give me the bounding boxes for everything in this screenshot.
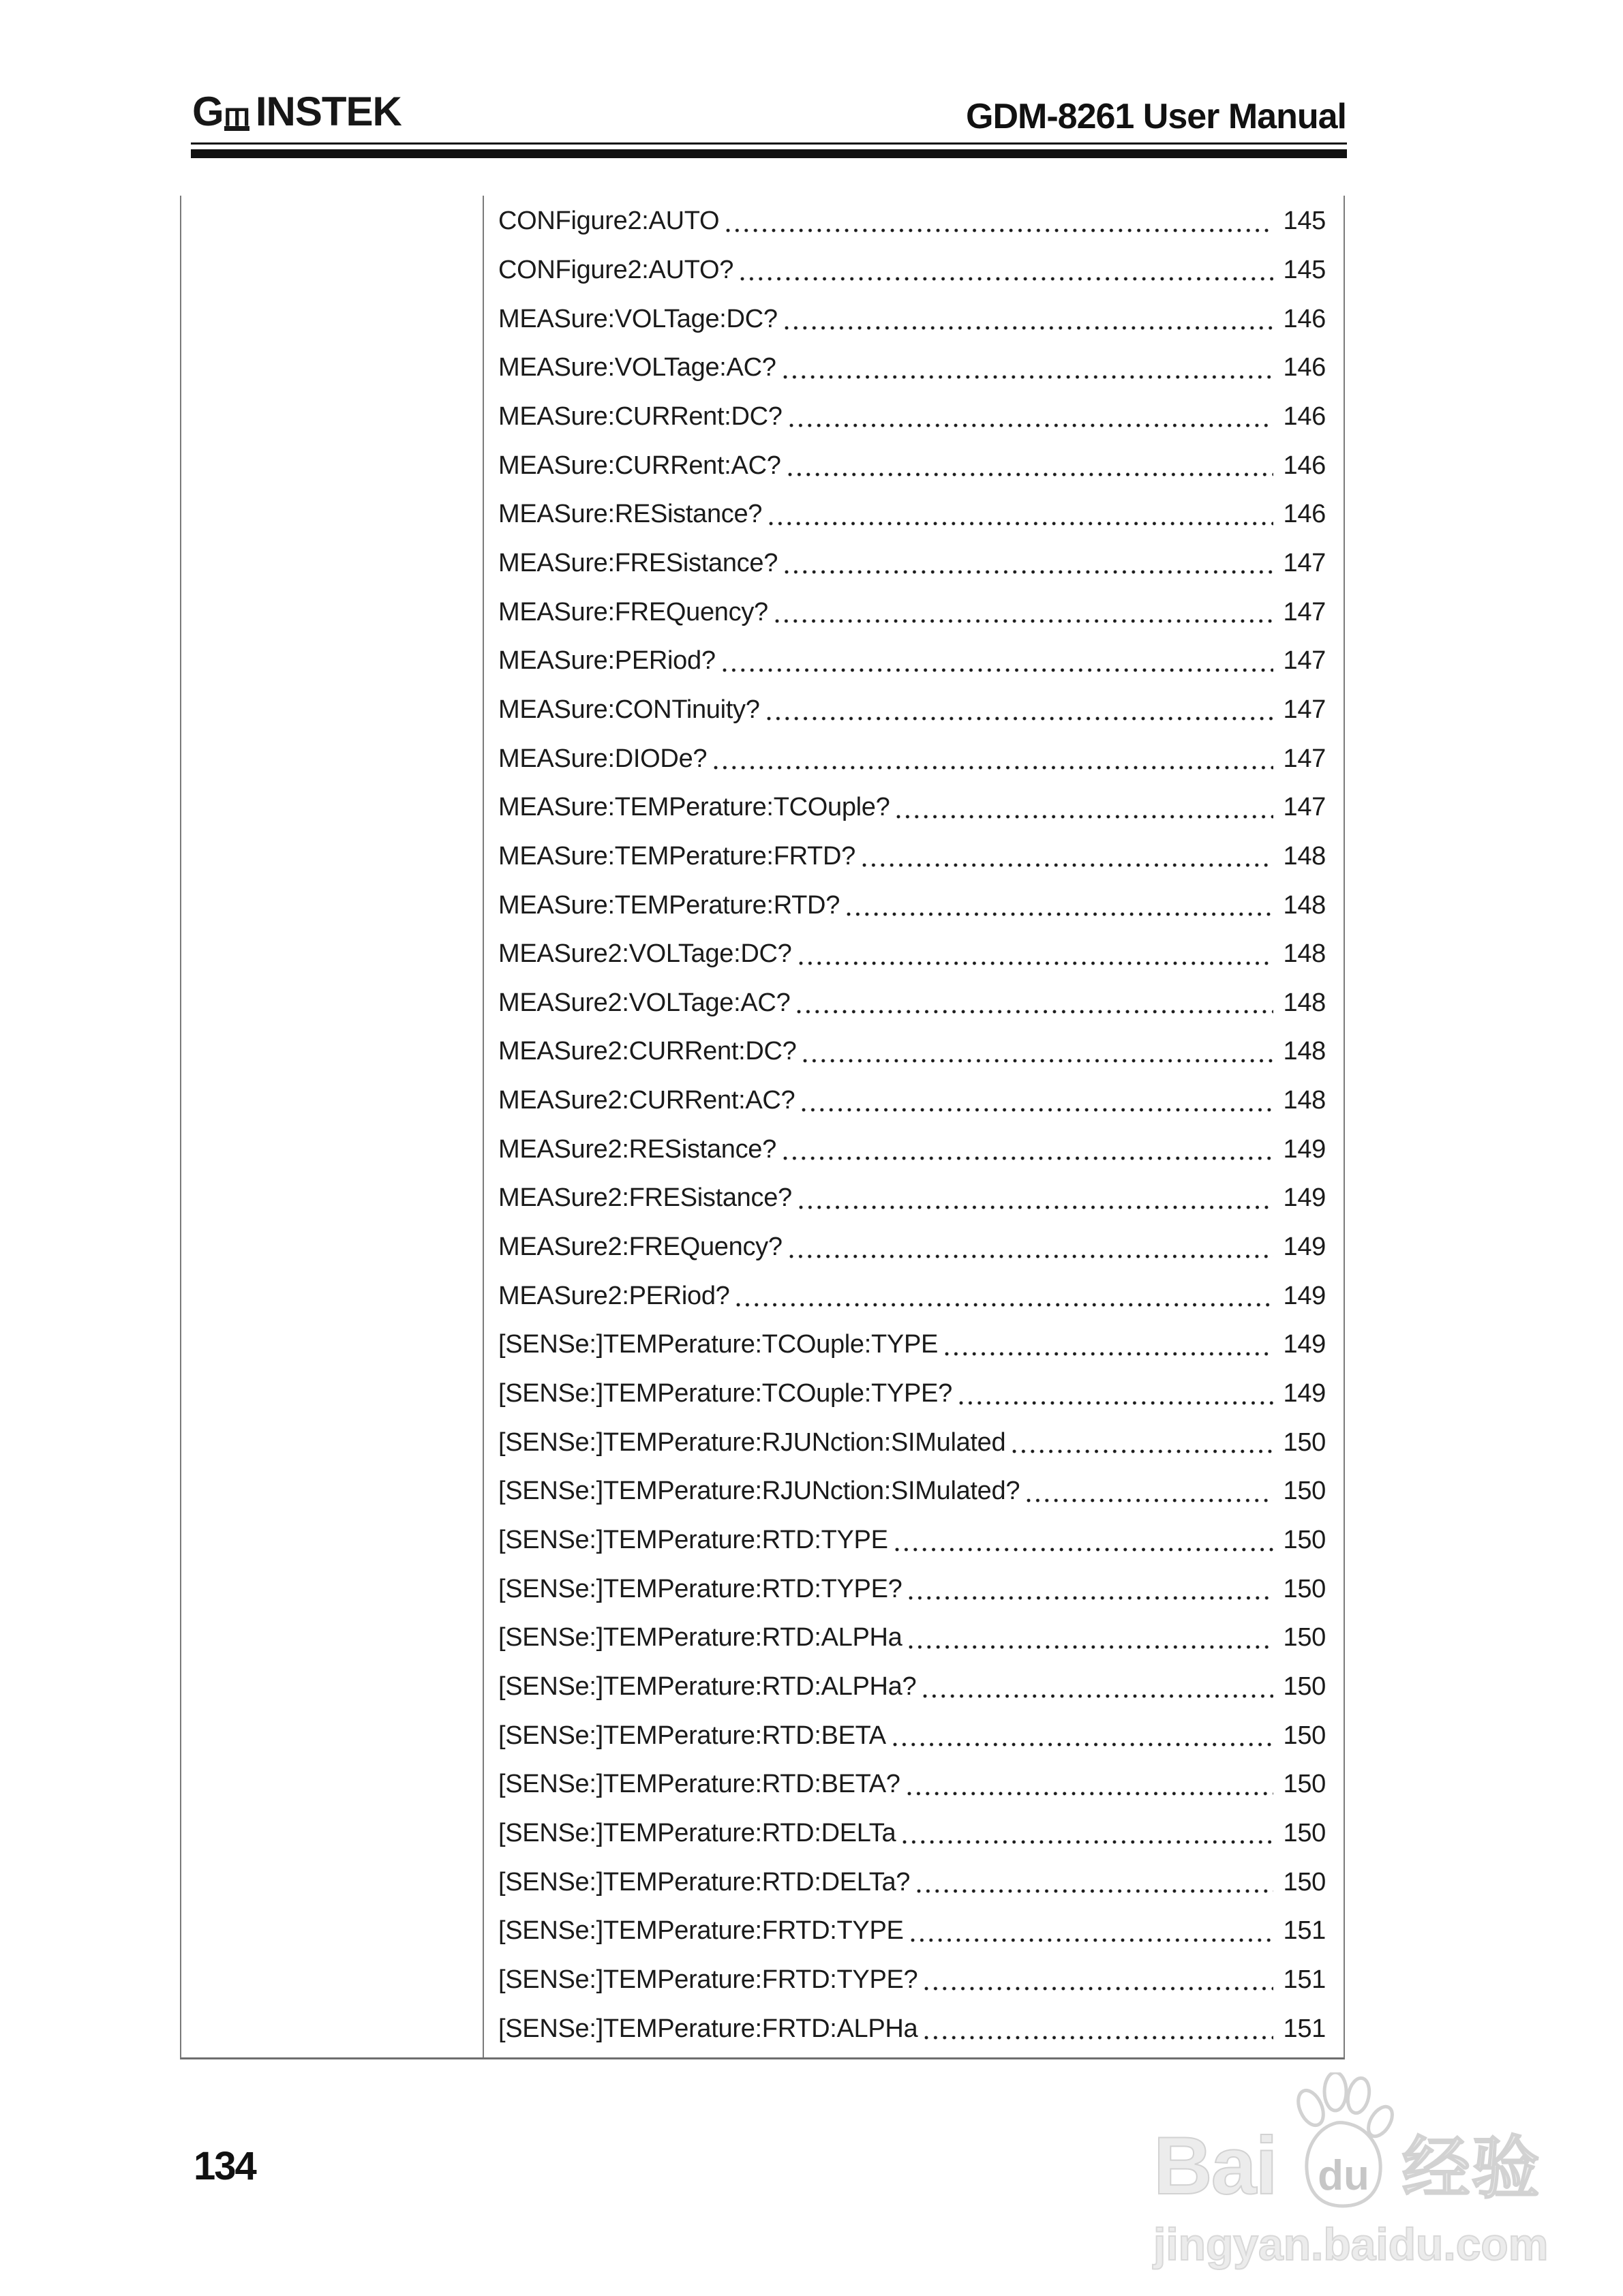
toc-entry-page: 146 (1283, 353, 1326, 382)
toc-entry-label: CONFigure2:AUTO? (498, 255, 734, 284)
toc-entry (498, 1467, 1326, 1516)
dot-leader (945, 1352, 1273, 1356)
toc-entry-page: 145 (1283, 207, 1326, 236)
toc-table (180, 196, 1345, 2059)
toc-entry-page: 147 (1283, 744, 1326, 773)
toc-entry-page: 151 (1283, 2014, 1326, 2043)
toc-entry-page: 148 (1283, 939, 1326, 969)
toc-entry (498, 294, 1326, 344)
dot-leader (902, 1840, 1273, 1844)
toc-entry (498, 1271, 1326, 1320)
dot-leader (799, 1205, 1273, 1209)
toc-entry-label: [SENSe:]TEMPerature:RTD:ALPHa (498, 1623, 902, 1652)
toc-entry (498, 1809, 1326, 1858)
dot-leader (785, 570, 1273, 574)
baidu-paw-icon (1278, 2072, 1401, 2212)
toc-entry (498, 539, 1326, 588)
toc-entry-label: [SENSe:]TEMPerature:RTD:ALPHa? (498, 1672, 917, 1702)
toc-entry-label: MEASure:CONTinuity? (498, 695, 760, 724)
toc-entry-label: MEASure2:RESistance? (498, 1134, 776, 1164)
toc-entry (498, 1614, 1326, 1663)
toc-entry (498, 1125, 1326, 1174)
header-rule-thin (191, 142, 1347, 145)
toc-entry-page: 149 (1283, 1330, 1326, 1359)
toc-entry (498, 1418, 1326, 1467)
toc-entry-label: [SENSe:]TEMPerature:FRTD:TYPE (498, 1916, 904, 1946)
toc-entry (498, 2004, 1326, 2053)
dot-leader (1012, 1449, 1273, 1453)
toc-entry-label: [SENSe:]TEMPerature:RJUNction:SIMulated? (498, 1477, 1020, 1506)
toc-entry (498, 1907, 1326, 1956)
dot-leader (775, 619, 1273, 623)
dot-leader (862, 863, 1273, 867)
dot-leader (803, 1059, 1273, 1063)
dot-leader (788, 472, 1273, 477)
toc-entry-page: 150 (1283, 1574, 1326, 1603)
toc-entry-page: 150 (1283, 1623, 1326, 1652)
dot-leader (799, 961, 1274, 965)
toc-entry-page: 150 (1283, 1867, 1326, 1897)
toc-entry-page: 150 (1283, 1818, 1326, 1847)
toc-entry-label: MEASure:TEMPerature:TCOuple? (498, 793, 890, 822)
toc-entry (498, 246, 1326, 295)
toc-entry-page: 147 (1283, 695, 1326, 724)
dot-leader (917, 1889, 1273, 1893)
gw-instek-logo (192, 89, 401, 134)
toc-entry (498, 1320, 1326, 1370)
dot-leader (911, 1938, 1273, 1942)
toc-entry-page: 150 (1283, 1526, 1326, 1555)
toc-entry-page: 150 (1283, 1477, 1326, 1506)
toc-entry (498, 1076, 1326, 1126)
dot-leader (736, 1303, 1273, 1307)
toc-list (484, 196, 1344, 2057)
dot-leader (1027, 1498, 1273, 1502)
toc-entry (498, 1858, 1326, 1907)
toc-entry-label: MEASure2:FRESistance? (498, 1183, 792, 1213)
toc-entry-label: [SENSe:]TEMPerature:RTD:BETA? (498, 1770, 900, 1799)
dot-leader (909, 1596, 1273, 1600)
toc-entry (498, 1516, 1326, 1565)
toc-entry (498, 1370, 1326, 1419)
toc-entry (498, 930, 1326, 979)
toc-entry-page: 148 (1283, 988, 1326, 1017)
toc-entry-page: 149 (1283, 1183, 1326, 1213)
toc-entry (498, 1027, 1326, 1076)
dot-leader (769, 522, 1273, 526)
toc-entry-label: MEASure2:VOLTage:AC? (498, 988, 791, 1017)
toc-entry-label: MEASure2:FREQuency? (498, 1233, 783, 1262)
toc-entry (498, 686, 1326, 735)
toc-entry-label: MEASure2:VOLTage:DC? (498, 939, 792, 969)
toc-entry (498, 344, 1326, 393)
toc-entry-label: MEASure2:CURRent:DC? (498, 1037, 797, 1066)
watermark-brand-row (1153, 2072, 1562, 2211)
toc-entry-page: 149 (1283, 1233, 1326, 1262)
dot-leader (789, 1254, 1273, 1258)
toc-entry-label: [SENSe:]TEMPerature:RTD:DELTa? (498, 1867, 911, 1897)
toc-entry-label: [SENSe:]TEMPerature:TCOuple:TYPE? (498, 1379, 952, 1408)
toc-entry-label: [SENSe:]TEMPerature:RJUNction:SIMulated (498, 1428, 1006, 1457)
toc-entry-page: 148 (1283, 1037, 1326, 1066)
dot-leader (893, 1742, 1273, 1747)
dot-leader (909, 1645, 1273, 1649)
toc-entry-page: 149 (1283, 1379, 1326, 1408)
toc-entry-label: [SENSe:]TEMPerature:FRTD:ALPHa (498, 2014, 918, 2043)
dot-leader (959, 1401, 1273, 1405)
toc-entry-label: [SENSe:]TEMPerature:TCOuple:TYPE (498, 1330, 939, 1359)
toc-entry-page: 151 (1283, 1965, 1326, 1994)
toc-entry-label: MEASure:CURRent:DC? (498, 402, 783, 431)
dot-leader (789, 423, 1273, 427)
toc-entry-label: [SENSe:]TEMPerature:FRTD:TYPE? (498, 1965, 918, 1994)
dot-leader (714, 766, 1273, 770)
toc-entry (498, 1711, 1326, 1760)
watermark-jingyan-text: 经验 (1401, 2130, 1541, 2207)
toc-entry (498, 1174, 1326, 1223)
toc-entry-label: MEASure:FREQuency? (498, 597, 768, 626)
toc-entry-page: 146 (1283, 402, 1326, 431)
toc-entry-label: CONFigure2:AUTO (498, 207, 720, 236)
logo-w-glyph: Ш (224, 102, 249, 131)
dot-leader (783, 1156, 1273, 1160)
dot-leader (797, 1010, 1273, 1014)
toc-entry (498, 393, 1326, 442)
toc-entry-label: MEASure2:CURRent:AC? (498, 1086, 795, 1115)
dot-leader (767, 716, 1273, 721)
toc-entry (498, 1663, 1326, 1712)
toc-entry-page: 150 (1283, 1721, 1326, 1750)
toc-entry-page: 146 (1283, 451, 1326, 480)
toc-entry-label: [SENSe:]TEMPerature:RTD:DELTa (498, 1818, 896, 1847)
toc-entry-page: 150 (1283, 1770, 1326, 1799)
toc-entry (498, 881, 1326, 930)
toc-entry (498, 588, 1326, 637)
toc-entry-page: 149 (1283, 1134, 1326, 1164)
toc-entry (498, 1565, 1326, 1614)
header-rule-thick (191, 149, 1347, 158)
toc-entry (498, 1223, 1326, 1272)
dot-leader (783, 375, 1273, 379)
toc-entry-label: MEASure:RESistance? (498, 500, 763, 529)
toc-entry (498, 783, 1326, 832)
dot-leader (924, 1987, 1273, 1991)
logo-instek-text: INSTEK (255, 89, 401, 134)
toc-entry-page: 151 (1283, 1916, 1326, 1946)
toc-entry (498, 832, 1326, 881)
toc-entry-page: 150 (1283, 1428, 1326, 1457)
dot-leader (907, 1792, 1273, 1796)
watermark-url: jingyan.baidu.com (1153, 2219, 1549, 2269)
dot-leader (785, 326, 1273, 330)
toc-entry-page: 146 (1283, 304, 1326, 333)
toc-entry-page: 147 (1283, 646, 1326, 676)
toc-entry-label: MEASure:TEMPerature:RTD? (498, 890, 840, 920)
dot-leader (923, 1694, 1273, 1698)
toc-entry-label: MEASure:VOLTage:AC? (498, 353, 776, 382)
toc-entry-page: 150 (1283, 1672, 1326, 1702)
toc-entry-page: 145 (1283, 255, 1326, 284)
document-title: GDM-8261 User Manual (966, 97, 1346, 136)
toc-entry-label: MEASure2:PERiod? (498, 1281, 730, 1310)
toc-entry-label: MEASure:DIODe? (498, 744, 708, 773)
dot-leader (847, 912, 1273, 916)
toc-entry-page: 147 (1283, 793, 1326, 822)
baidu-jingyan-watermark (1153, 2072, 1562, 2267)
watermark-bai-text: Bai (1153, 2120, 1277, 2211)
toc-entry-label: [SENSe:]TEMPerature:RTD:BETA (498, 1721, 886, 1750)
toc-entry-label: [SENSe:]TEMPerature:RTD:TYPE (498, 1526, 888, 1555)
dot-leader (895, 1547, 1273, 1552)
toc-entry-page: 149 (1283, 1281, 1326, 1310)
toc-entry (498, 441, 1326, 490)
toc-entry (498, 490, 1326, 539)
dot-leader (723, 668, 1273, 672)
toc-entry-page: 148 (1283, 841, 1326, 871)
toc-entry (498, 1760, 1326, 1809)
page-number: 134 (194, 2144, 256, 2188)
toc-entry (498, 637, 1326, 686)
dot-leader (924, 2036, 1273, 2040)
toc-entry-label: MEASure:FRESistance? (498, 548, 778, 577)
dot-leader (802, 1108, 1273, 1112)
toc-entry-page: 146 (1283, 500, 1326, 529)
toc-entry (498, 979, 1326, 1028)
toc-entry-page: 148 (1283, 1086, 1326, 1115)
toc-entry-label: MEASure:CURRent:AC? (498, 451, 781, 480)
toc-entry-page: 148 (1283, 890, 1326, 920)
toc-entry-label: [SENSe:]TEMPerature:RTD:TYPE? (498, 1574, 902, 1603)
toc-entry (498, 197, 1326, 246)
dot-leader (740, 277, 1273, 281)
toc-entry (498, 1956, 1326, 2005)
toc-entry-label: MEASure:PERiod? (498, 646, 716, 676)
toc-entry-page: 147 (1283, 597, 1326, 626)
dot-leader (726, 228, 1273, 232)
toc-entry (498, 734, 1326, 783)
toc-entry-label: MEASure:TEMPerature:FRTD? (498, 841, 855, 871)
toc-entry-page: 147 (1283, 548, 1326, 577)
dot-leader (896, 815, 1273, 819)
logo-letter-g: G (192, 89, 223, 134)
watermark-du-text: du (1317, 2152, 1369, 2199)
toc-entry-label: MEASure:VOLTage:DC? (498, 304, 778, 333)
